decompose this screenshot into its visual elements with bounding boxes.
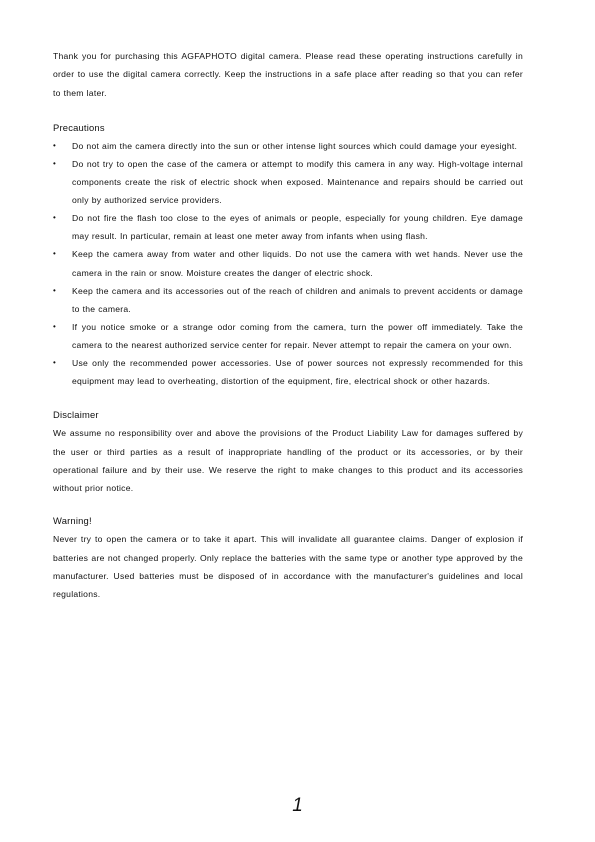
disclaimer-heading: Disclaimer (53, 409, 99, 421)
precaution-text: Do not aim the camera directly into the sun or other intense light sources which could damage your eyesight. (72, 140, 518, 151)
precaution-text: Keep the camera away from water and other liquids. Do not use the camera with wet hands. Never use the camera in the rain or snow. Moisture creates the danger of electric shock. (72, 249, 523, 278)
intro-paragraph: Thank you for purchasing this AGFAPHOTO digital camera. Please read these operating instructions carefully in order to use the digital camera correctly. Keep the instructions in a safe place after reading so that you can refer to them later. (53, 51, 523, 98)
precaution-text: Do not try to open the case of the camera or attempt to modify this camera in any way. High-voltage internal components create the risk of electric shock when exposed. Maintenance and repairs should be carried out only by authorized service providers. (72, 158, 523, 206)
document-page (53, 47, 523, 604)
bullet-icon: • (53, 321, 57, 331)
bullet-icon: • (53, 249, 57, 259)
precaution-item (53, 137, 523, 155)
warning-heading: Warning! (53, 515, 92, 527)
precaution-item (53, 245, 523, 281)
bullet-icon: • (53, 358, 57, 368)
precaution-text: Do not fire the flash too close to the eyes of animals or people, especially for young children. Eye damage may result. In particular, remain at least one meter away from infants when using flash. (72, 213, 523, 242)
bullet-icon: • (53, 158, 57, 168)
precaution-item (53, 354, 523, 390)
bullet-icon: • (53, 140, 57, 150)
precaution-item (53, 209, 523, 245)
precautions-heading: Precautions (53, 121, 105, 133)
bullet-icon: • (53, 285, 57, 295)
warning-paragraph: Never try to open the camera or to take it apart. This will invalidate all guarantee claims. Danger of explosion if batteries are not changed properly. Only replace the batteries with the same type or another type approved by the manufacturer. Used batteries must be disposed of in accordance with the manufacturer's guidelines and local regulations. (53, 534, 523, 600)
precaution-item (53, 282, 523, 318)
page-number: 1 (292, 795, 303, 816)
precaution-text: Keep the camera and its accessories out of the reach of children and animals to prevent accidents or damage to the camera. (72, 285, 523, 314)
precautions-list (53, 137, 523, 390)
precaution-item (53, 155, 523, 209)
precaution-text: Use only the recommended power accessories. Use of power sources not expressly recommended for this equipment may lead to overheating, distortion of the equipment, fire, electrical shock or other hazards. (72, 358, 523, 387)
precaution-item (53, 318, 523, 354)
precaution-text: If you notice smoke or a strange odor coming from the camera, turn the power off immediately. Take the camera to the nearest authorized service center for repair. Never attempt to repair the camera on your own. (72, 321, 523, 350)
bullet-icon: • (53, 213, 57, 223)
disclaimer-paragraph: We assume no responsibility over and above the provisions of the Product Liability Law for damages suffered by the user or third parties as a result of inappropriate handling of the product or its accessories, or by their operational failure and by their use. We reserve the right to make changes to this product and its accessories without prior notice. (53, 428, 523, 494)
